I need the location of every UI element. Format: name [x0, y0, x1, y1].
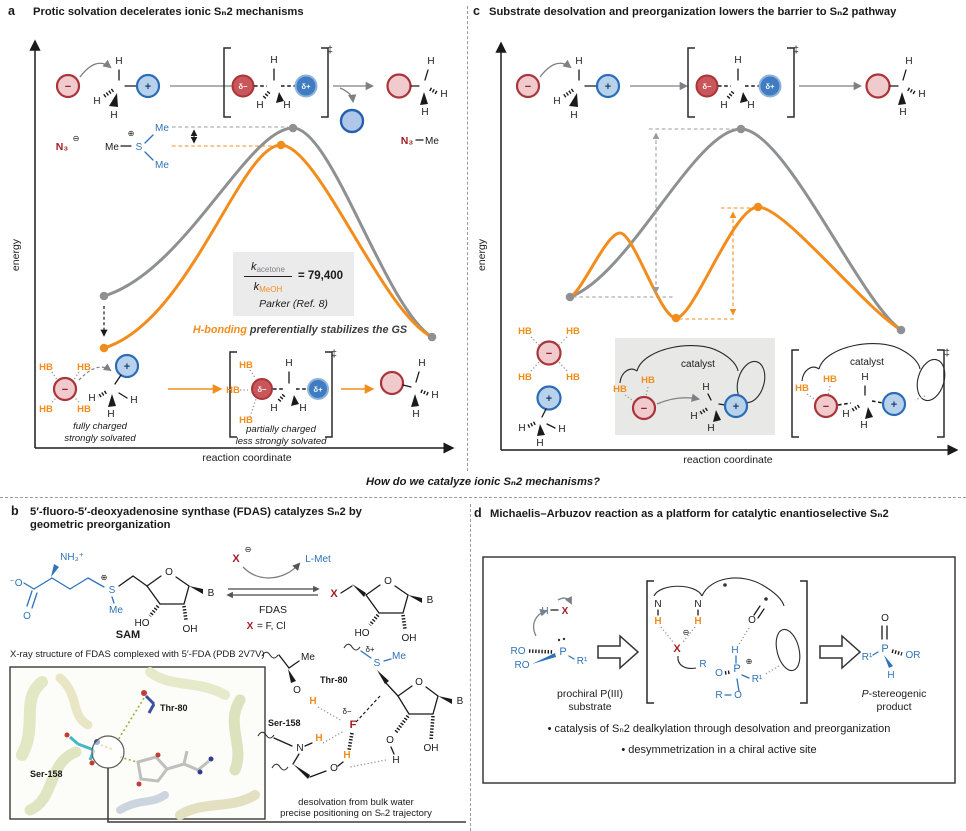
substrate-caption-2: substrate: [568, 701, 612, 713]
atom-h: H: [860, 420, 868, 431]
r-transfer: R: [699, 659, 707, 670]
x-axis-label: reaction coordinate: [202, 452, 292, 464]
hb-label: HB: [613, 384, 627, 395]
ser158-label: Ser-158: [30, 769, 63, 779]
atom-h: H: [707, 423, 715, 434]
atom-me: Me: [105, 142, 119, 153]
catalyst-blob: [772, 627, 804, 673]
hbonding-note-rest: preferentially stabilizes the GS: [246, 324, 408, 336]
panel-d-bullet-1: • catalysis of Sₙ2 dealkylation through desolvation and preorganization: [547, 723, 891, 735]
atom-h: H: [427, 56, 435, 67]
ts-ddagger: ‡: [944, 347, 950, 359]
a-solvation-scheme: [39, 348, 438, 447]
delta-plus: δ+: [301, 82, 311, 91]
fdas-equilibrium: [228, 545, 331, 632]
atom-h: H: [130, 395, 138, 406]
atom-h: H: [734, 55, 742, 66]
atom-h: H: [283, 100, 291, 111]
thr80-label: Thr-80: [320, 675, 348, 685]
nucleophile-charge: −: [64, 81, 72, 93]
gs-caption-1: fully charged: [73, 421, 127, 432]
r1-group: R¹: [751, 674, 763, 685]
atom-h: H: [536, 438, 544, 449]
c-energy-curves: [566, 125, 906, 335]
fdas-label: FDAS: [258, 604, 288, 616]
atom-h: H: [558, 424, 566, 435]
charge-plus: +: [604, 81, 612, 93]
panel-c-title: Substrate desolvation and preorganization lowers the barrier to Sₙ2 pathway: [489, 6, 897, 18]
hb-label: HB: [39, 362, 53, 373]
delta-minus: δ−: [257, 385, 267, 394]
panel-b-label: b: [11, 504, 19, 518]
hb-label: HB: [239, 415, 253, 426]
rate-fraction: [244, 258, 292, 294]
lmet-label: L-Met: [305, 554, 331, 565]
ts-ddagger: ‡: [793, 44, 799, 56]
hb-label: HB: [795, 383, 809, 394]
ser-n: N: [296, 743, 304, 754]
ser158-label: Ser-158: [268, 718, 301, 728]
atom-h: H: [702, 382, 710, 393]
atom-h: H: [575, 56, 583, 67]
atom-h: H: [431, 390, 439, 401]
atom-h: H: [861, 372, 869, 383]
gray-energy-curve: [570, 129, 901, 330]
k-acetone: k: [250, 261, 257, 273]
ser-nh: H: [315, 733, 323, 744]
panel-a-canvas: [0, 0, 470, 497]
thr80-label: Thr-80: [160, 703, 188, 713]
ts-caption-2: less strongly solvated: [235, 436, 327, 447]
block-arrow: [820, 636, 860, 668]
ro-group: RO: [514, 660, 530, 671]
y-axis-label: energy: [10, 238, 22, 272]
x-axis-label: reaction coordinate: [683, 454, 773, 466]
panel-d-canvas: [470, 500, 966, 831]
k-acetone-sub: acetone: [256, 265, 285, 274]
atom-me: Me: [109, 605, 123, 616]
thr-o: O: [293, 685, 301, 696]
nucleobase: B: [207, 588, 215, 599]
charge-plus: +: [123, 361, 131, 373]
substrate-caption-1: prochiral P(III): [557, 688, 623, 700]
highlight-circle: [92, 736, 124, 768]
ser-oh: H: [343, 750, 351, 761]
ribose-3oh-o: O: [386, 735, 394, 746]
atom-h: H: [918, 89, 926, 100]
fraction-bar: [244, 276, 292, 277]
hydroxyl: HO: [354, 628, 370, 639]
delta-plus: δ+: [765, 82, 775, 91]
sam-structure: [9, 552, 214, 641]
delta-minus: δ−: [238, 82, 248, 91]
d-product: [862, 613, 927, 713]
or-group: OR: [905, 650, 921, 661]
ts-caption-1: partially charged: [246, 424, 316, 435]
atom-h: H: [899, 107, 907, 118]
x-charge: ⊖: [682, 628, 690, 637]
c-separated-ions: [518, 326, 580, 449]
hb-label: HB: [823, 374, 837, 385]
atom-h: H: [93, 96, 101, 107]
atom-h: H: [418, 358, 426, 369]
product-caption-italic-p: P: [861, 688, 869, 700]
schematic-note-2: precise positioning on Sₙ2 trajectory: [280, 808, 432, 819]
hydroxyl: OH: [423, 743, 439, 754]
panel-d-title: Michaelis–Arbuzov reaction as a platform for catalytic enantioselective Sₙ2: [490, 508, 889, 520]
atom-h: H: [270, 55, 278, 66]
atom-h: H: [905, 56, 913, 67]
p-atom: P: [881, 643, 889, 655]
hydroxyl: HO: [134, 618, 150, 629]
product-o: O: [881, 613, 889, 624]
ammonium: NH₃⁺: [60, 552, 84, 563]
a-reaction-scheme: [57, 44, 448, 132]
azide-label: N₃: [55, 141, 69, 153]
charge-minus: −: [545, 348, 553, 360]
atom-h: H: [115, 56, 123, 67]
atom-h: H: [107, 409, 115, 420]
product-caption-2: product: [876, 701, 912, 713]
y-axis-label: energy: [476, 238, 488, 272]
block-arrow: [598, 636, 638, 668]
charge-minus: −: [524, 81, 532, 93]
hb-label: HB: [566, 326, 580, 337]
carboxylate-o: ⁻O: [9, 578, 23, 589]
product-caption-1: [862, 688, 927, 700]
atom-h: H: [570, 110, 578, 121]
x-def: X: [246, 621, 254, 632]
p-atom: P: [559, 646, 567, 658]
atom-h: H: [270, 403, 278, 414]
atom-s: S: [108, 585, 116, 596]
catalyst-label: catalyst: [681, 359, 715, 370]
rate-ratio-reference: Parker (Ref. 8): [259, 298, 328, 310]
active-site-schematic: [258, 644, 464, 819]
atom-h: H: [88, 393, 96, 404]
hb-label: HB: [239, 360, 253, 371]
charge-minus: −: [61, 384, 69, 396]
rate-ratio-box: [233, 252, 354, 316]
thr-h: H: [309, 696, 317, 707]
atom-h: H: [690, 411, 698, 422]
atom-h: H: [842, 409, 850, 420]
r-group: R: [715, 690, 723, 701]
atom-h: H: [720, 100, 728, 111]
panel-a-label: a: [8, 4, 15, 18]
nucleobase: B: [456, 696, 464, 707]
hx-x: X: [561, 606, 569, 617]
hx-h: H: [541, 606, 549, 617]
hb-label: HB: [39, 404, 53, 415]
hb-label: HB: [518, 326, 532, 337]
d-transition-state: [647, 578, 807, 703]
charge-minus: −: [640, 403, 648, 415]
electrophile-charge: +: [144, 81, 152, 93]
carbonyl-o: O: [23, 611, 31, 622]
product-caption-rest: -stereogenic: [868, 688, 927, 700]
ribose-o: O: [384, 576, 392, 587]
cat-nh: H: [694, 616, 702, 627]
fda-product-structure: [330, 576, 433, 644]
atom-h: H: [553, 96, 561, 107]
gs-caption-2: strongly solvated: [64, 433, 136, 444]
cat-n: N: [694, 599, 702, 610]
r1-group: R¹: [861, 652, 873, 663]
delta-minus-f: δ−: [342, 707, 352, 716]
hbonding-note: [170, 324, 430, 336]
panel-a-title: Protic solvation decelerates ionic Sₙ2 mechanisms: [33, 6, 304, 18]
hbonding-note-highlight: H-bonding: [192, 324, 247, 336]
x-def-eq: = F, Cl: [257, 621, 286, 632]
product-n3: N₃: [400, 135, 414, 147]
atom-me: Me: [392, 651, 406, 662]
leaving-group-circle: [341, 110, 363, 132]
charge-plus: +: [732, 401, 740, 413]
atom-me: Me: [301, 652, 315, 663]
panel-c-label: c: [473, 4, 480, 18]
r1-group: R¹: [576, 656, 588, 667]
schematic-note-1: desolvation from bulk water: [298, 797, 414, 808]
p-h: H: [731, 645, 739, 656]
divider-b-d: [470, 504, 471, 831]
cat-nh: H: [654, 616, 662, 627]
panel-d-bullet-2: • desymmetrization in a chiral active site: [621, 744, 817, 756]
p-h: H: [887, 670, 895, 681]
hydroxyl: OH: [401, 633, 417, 644]
orange-energy-curve: [104, 145, 432, 348]
rate-ratio-value: = 79,400: [297, 270, 344, 282]
p-atom: P: [733, 663, 741, 675]
c-catalyst-ts: [792, 344, 950, 437]
atom-h: H: [285, 358, 293, 369]
product-me: Me: [425, 136, 439, 147]
x-charge: ⊖: [244, 545, 252, 554]
hydroxyl: OH: [182, 624, 198, 635]
atom-h: H: [110, 110, 118, 121]
panel-c-canvas: [470, 0, 966, 497]
hb-label: HB: [566, 372, 580, 383]
o-atom: O: [734, 690, 742, 701]
hb-label: HB: [641, 375, 655, 386]
ribose-o: O: [415, 677, 423, 688]
azide-charge: ⊖: [72, 134, 80, 143]
delta-plus-s: δ+: [365, 645, 375, 654]
atom-h: H: [299, 403, 307, 414]
a-reagent-labels: [56, 123, 440, 171]
panel-d-label: d: [474, 506, 482, 520]
atom-me: Me: [155, 160, 169, 171]
s-charge: ⊕: [127, 129, 135, 138]
ts-ddagger: ‡: [331, 348, 337, 360]
sam-label: SAM: [115, 629, 141, 641]
charge-minus: −: [822, 401, 830, 413]
k-meoh: k: [253, 281, 260, 293]
delta-plus: δ+: [313, 385, 323, 394]
atom-f: F: [349, 719, 357, 731]
ribose-o: O: [165, 567, 173, 578]
atom-h: H: [256, 100, 264, 111]
ser-o: O: [330, 763, 338, 774]
hb-label: HB: [518, 372, 532, 383]
catalyst-label: catalyst: [850, 357, 884, 368]
cat-n: N: [654, 599, 662, 610]
panel-b-title-line1: 5′-fluoro-5′-deoxyadenosine synthase (FDAS) catalyzes Sₙ2 by: [30, 506, 362, 518]
charge-plus: +: [890, 399, 898, 411]
atom-me: Me: [155, 123, 169, 134]
x-nucleophile: X: [232, 553, 240, 565]
atom-h: H: [440, 89, 448, 100]
atom-h: H: [412, 409, 420, 420]
atom-s: S: [135, 142, 143, 153]
xray-caption: X-ray structure of FDAS complexed with 5′-FDA (PDB 2V7V): [10, 649, 265, 660]
atom-h: H: [518, 423, 526, 434]
atom-h: H: [747, 100, 755, 111]
hb-label: HB: [77, 362, 91, 373]
divider-a-c: [467, 6, 468, 471]
central-question: How do we catalyze ionic Sₙ2 mechanisms?: [366, 476, 600, 488]
c-catalyst-gs-box: [613, 338, 775, 435]
k-meoh-sub: MeOH: [259, 285, 283, 294]
atom-h: H: [421, 107, 429, 118]
hb-label: HB: [226, 385, 240, 396]
hb-label: HB: [77, 404, 91, 415]
p-charge: ⊕: [745, 657, 753, 666]
s-charge: ⊕: [100, 573, 108, 582]
charge-plus: +: [545, 393, 553, 405]
cat-o: O: [748, 615, 756, 626]
ribose-3oh-h: H: [392, 755, 400, 766]
nucleobase: B: [426, 595, 434, 606]
o-atom: O: [715, 668, 723, 679]
ts-ddagger: ‡: [327, 44, 333, 56]
c-reaction-scheme: [517, 44, 926, 121]
panel-b-title-line2: geometric preorganization: [30, 519, 171, 531]
sulfonium-s: S: [373, 658, 381, 669]
x-substituent: X: [330, 588, 338, 600]
ro-group: RO: [510, 646, 526, 657]
panel-b-canvas: [0, 500, 470, 831]
x-leaving: X: [673, 643, 681, 655]
divider-top-bottom: [0, 497, 966, 498]
delta-minus: δ−: [702, 82, 712, 91]
